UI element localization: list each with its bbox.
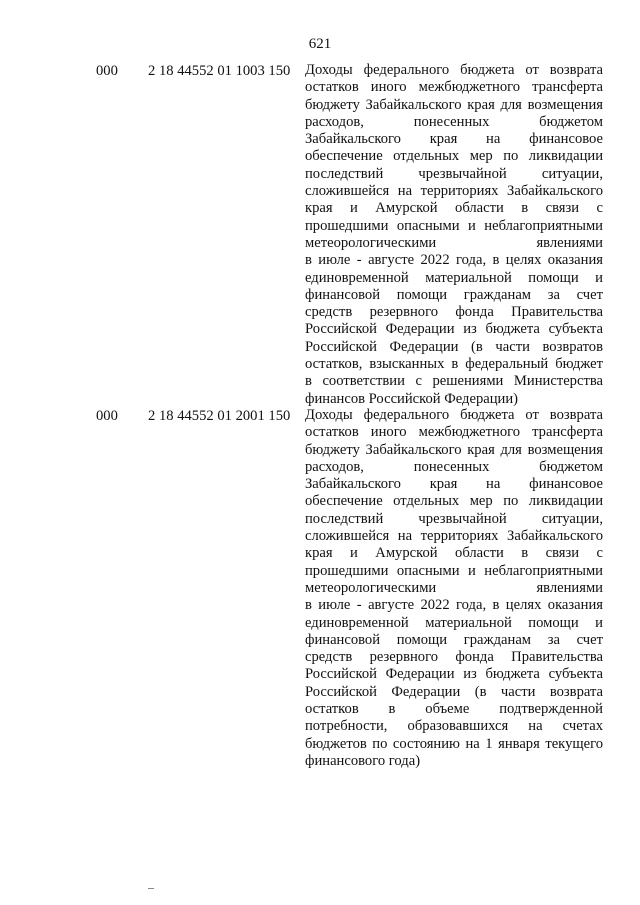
description-line: обеспечение отдельных мер по ликвидации — [305, 493, 603, 510]
kbk-code: 2 18 44552 01 1003 150 — [148, 63, 291, 79]
description-line: последствий чрезвычайной ситуации, — [305, 165, 603, 182]
description-line: средств резервного фонда Правительства — [305, 649, 603, 666]
description-line: метеорологическими явлениями — [305, 579, 603, 596]
description-line: остатков, взысканных в федеральный бюджет — [305, 356, 603, 373]
description-line: сложившейся на территориях Забайкальского — [305, 183, 603, 200]
description-line: Российской Федерации (в части возврата — [305, 683, 603, 700]
description-line: Забайкальского края на финансовое — [305, 131, 603, 148]
description-line: остатков иного межбюджетного трансферта — [305, 424, 603, 441]
description-line: остатков в объеме подтвержденной — [305, 701, 603, 718]
description-line: бюджету Забайкальского края для возмещения — [305, 441, 603, 458]
description-line: сложившейся на территориях Забайкальского — [305, 528, 603, 545]
description-line: финансового года) — [305, 752, 421, 769]
description-line: Российской Федерации из бюджета субъекта — [305, 321, 603, 338]
description-line: Доходы федерального бюджета от возврата — [305, 407, 603, 423]
description-line: в соответствии с решениями Министерства — [305, 373, 603, 390]
description-line: остатков иного межбюджетного трансферта — [305, 79, 603, 96]
description-line: Доходы федерального бюджета от возврата — [305, 62, 603, 78]
description-line: последствий чрезвычайной ситуации, — [305, 510, 603, 527]
description-line: бюджету Забайкальского края для возмещения — [305, 96, 603, 113]
scan-artifact — [148, 888, 154, 889]
description-line: расходов, понесенных бюджетом — [305, 458, 603, 475]
income-description — [305, 62, 603, 408]
description-line: единовременной материальной помощи и — [305, 269, 603, 286]
description-line: финансов Российской Федерации) — [305, 390, 519, 407]
admin-code: 000 — [96, 408, 118, 424]
description-line: средств резервного фонда Правительства — [305, 304, 603, 321]
description-line: финансовой помощи гражданам за счет — [305, 631, 603, 648]
description-line: края и Амурской области в связи с — [305, 545, 603, 562]
description-line: метеорологическими явлениями — [305, 234, 603, 251]
description-line: обеспечение отдельных мер по ликвидации — [305, 148, 603, 165]
description-line: единовременной материальной помощи и — [305, 614, 603, 631]
page-number: 621 — [308, 36, 332, 52]
description-line: прошедшими опасными и неблагоприятными — [305, 217, 603, 234]
description-line: прошедшими опасными и неблагоприятными — [305, 562, 603, 579]
income-description — [305, 407, 603, 770]
description-line: финансовой помощи гражданам за счет — [305, 286, 603, 303]
description-line: края и Амурской области в связи с — [305, 200, 603, 217]
description-line: Российской Федерации (в части возвратов — [305, 338, 603, 355]
admin-code: 000 — [96, 63, 118, 79]
description-line: расходов, понесенных бюджетом — [305, 113, 603, 130]
description-line: Российской Федерации из бюджета субъекта — [305, 666, 603, 683]
kbk-code: 2 18 44552 01 2001 150 — [148, 408, 291, 424]
description-line: в июле - августе 2022 года, в целях оказания — [305, 252, 603, 269]
description-line: в июле - августе 2022 года, в целях оказания — [305, 597, 603, 614]
description-line: бюджетов по состоянию на 1 января текущего — [305, 735, 603, 752]
description-line: потребности, образовавшихся на счетах — [305, 718, 603, 735]
description-line: Забайкальского края на финансовое — [305, 476, 603, 493]
